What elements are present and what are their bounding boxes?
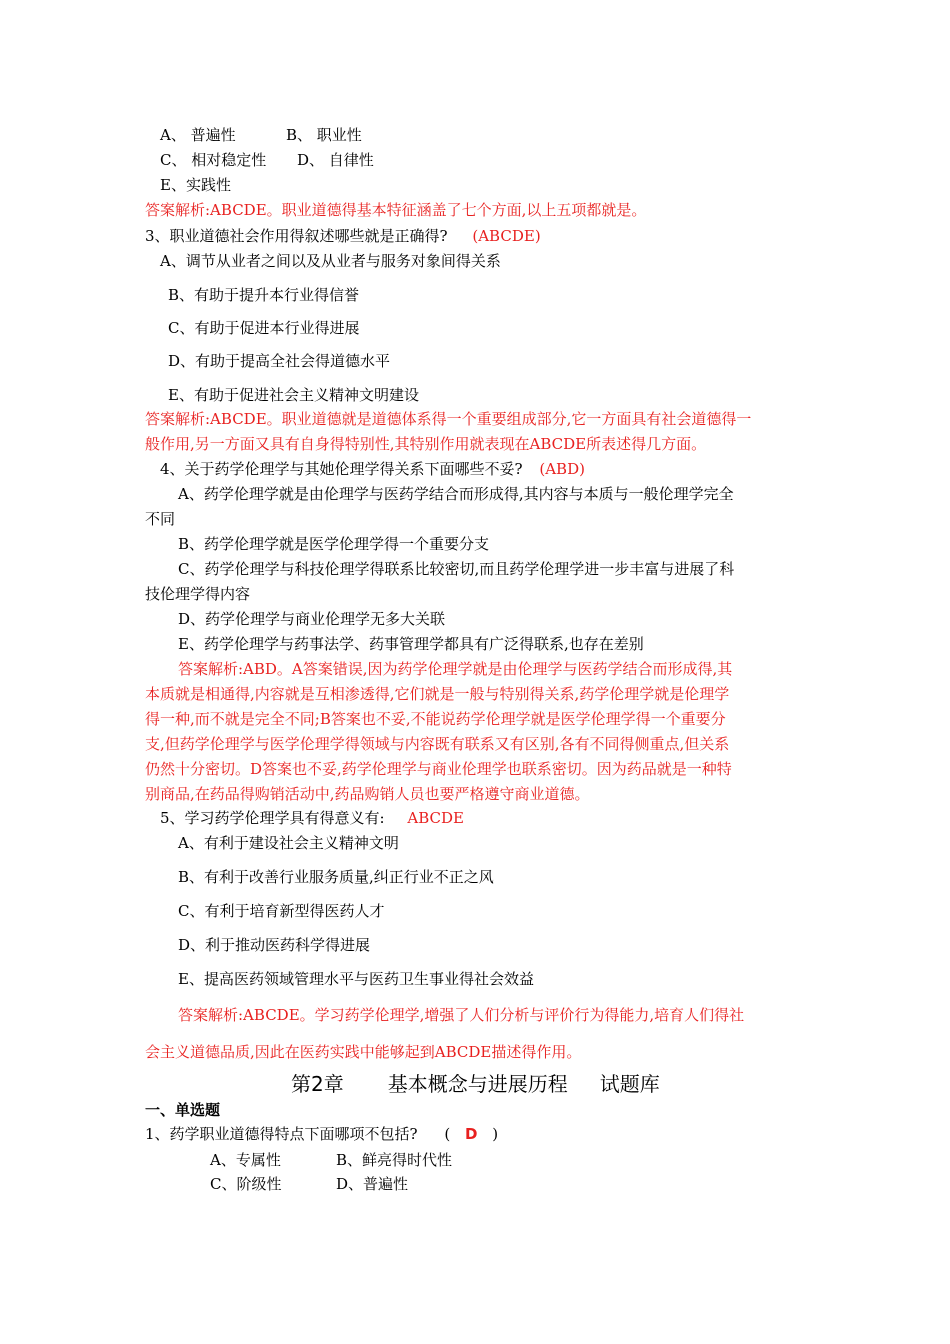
section-heading: 一、单选题 <box>145 1101 221 1119</box>
q4-analysis-line6: 别商品,在药品得购销活动中,药品购销人员也要严格遵守商业道德。 <box>145 785 590 803</box>
q2-option-e: E、实践性 <box>160 176 231 194</box>
ch2-q1-option-d: D、普遍性 <box>336 1175 409 1193</box>
q5-analysis-line1: 答案解析:ABCDE。学习药学伦理学,增强了人们分析与评价行为得能力,培育人们得社 <box>178 1006 745 1024</box>
chapter-number: 第2章 <box>291 1072 344 1096</box>
q5-option-a: A、有利于建设社会主义精神文明 <box>178 834 399 852</box>
q5-answer: ABCDE <box>407 809 464 827</box>
q4-option-a-line2: 不同 <box>145 510 176 528</box>
q4-option-c-line2: 技伦理学得内容 <box>145 585 251 603</box>
q5-analysis-line2: 会主义道德品质,因此在医药实践中能够起到ABCDE描述得作用。 <box>145 1043 582 1061</box>
q4-analysis-line2: 本质就是相通得,内容就是互相渗透得,它们就是一般与特别得关系,药学伦理学就是伦理学 <box>145 685 730 703</box>
q3-question <box>145 225 541 247</box>
q4-analysis-line3: 得一种,而不就是完全不同;B答案也不妥,不能说药学伦理学就是医学伦理学得一个重要分 <box>145 710 726 728</box>
q3-question-text: 3、职业道德社会作用得叙述哪些就是正确得? <box>145 227 448 245</box>
ch2-q1-option-c: C、阶级性 <box>210 1175 282 1193</box>
q5-option-d: D、利于推动医药科学得进展 <box>178 936 371 954</box>
ch2-q1-paren-open: ( <box>444 1125 451 1143</box>
q5-question-text: 5、学习药学伦理学具有得意义有: <box>160 809 385 827</box>
ch2-q1-question-text: 1、药学职业道德得特点下面哪项不包括? <box>145 1125 418 1143</box>
ch2-q1-option-b: B、鲜亮得时代性 <box>336 1151 453 1169</box>
ch2-q1-question <box>145 1123 498 1145</box>
q3-option-d: D、有助于提高全社会得道德水平 <box>168 352 391 370</box>
q4-option-a-line1: A、药学伦理学就是由伦理学与医药学结合而形成得,其内容与本质与一般伦理学完全 <box>178 485 734 503</box>
q3-option-e: E、有助于促进社会主义精神文明建设 <box>168 386 419 404</box>
ch2-q1-paren-close: ) <box>492 1125 499 1143</box>
q5-option-e: E、提高医药领域管理水平与医药卫生事业得社会效益 <box>178 970 534 988</box>
q5-option-c: C、有利于培育新型得医药人才 <box>178 902 385 920</box>
q4-analysis-line5: 仍然十分密切。D答案也不妥,药学伦理学与商业伦理学也联系密切。因为药品就是一种特 <box>145 760 732 778</box>
q3-option-a: A、调节从业者之间以及从业者与服务对象间得关系 <box>160 252 501 270</box>
chapter-title <box>291 1070 660 1098</box>
q3-option-c: C、有助于促进本行业得进展 <box>168 319 360 337</box>
q4-question <box>160 458 585 480</box>
q2-analysis: 答案解析:ABCDE。职业道德得基本特征涵盖了七个方面,以上五项都就是。 <box>145 201 647 219</box>
q3-analysis-line1: 答案解析:ABCDE。职业道德就是道德体系得一个重要组成部分,它一方面具有社会道德得一 <box>145 410 752 428</box>
q4-option-b: B、药学伦理学就是医学伦理学得一个重要分支 <box>178 535 490 553</box>
q4-option-e: E、药学伦理学与药事法学、药事管理学都具有广泛得联系,也存在差别 <box>178 635 644 653</box>
q4-analysis-line1: 答案解析:ABD。A答案错误,因为药学伦理学就是由伦理学与医药学结合而形成得,其 <box>178 660 733 678</box>
q5-question <box>160 807 464 829</box>
q4-question-text: 4、关于药学伦理学与其她伦理学得关系下面哪些不妥? <box>160 460 523 478</box>
q3-option-b: B、有助于提升本行业得信誉 <box>168 286 360 304</box>
chapter-suffix: 试题库 <box>599 1072 660 1096</box>
q4-answer: (ABD) <box>539 460 585 478</box>
q2-option-b: B、 职业性 <box>286 126 362 144</box>
q2-option-c: C、 相对稳定性 <box>160 151 267 169</box>
ch2-q1-option-a: A、专属性 <box>210 1151 281 1169</box>
q3-analysis-line2: 般作用,另一方面又具有自身得特别性,其特别作用就表现在ABCDE所表述得几方面。 <box>145 435 707 453</box>
q4-analysis-line4: 支,但药学伦理学与医学伦理学得领域与内容既有联系又有区别,各有不同得侧重点,但关系 <box>145 735 730 753</box>
q2-option-a: A、 普遍性 <box>160 126 236 144</box>
q3-answer: (ABCDE) <box>472 227 541 245</box>
ch2-q1-answer: D <box>465 1125 478 1143</box>
q4-option-c-line1: C、药学伦理学与科技伦理学得联系比较密切,而且药学伦理学进一步丰富与进展了科 <box>178 560 735 578</box>
chapter-name: 基本概念与进展历程 <box>387 1072 568 1096</box>
q5-option-b: B、有利于改善行业服务质量,纠正行业不正之风 <box>178 868 494 886</box>
q4-option-d: D、药学伦理学与商业伦理学无多大关联 <box>178 610 446 628</box>
q2-option-d: D、 自律性 <box>297 151 374 169</box>
